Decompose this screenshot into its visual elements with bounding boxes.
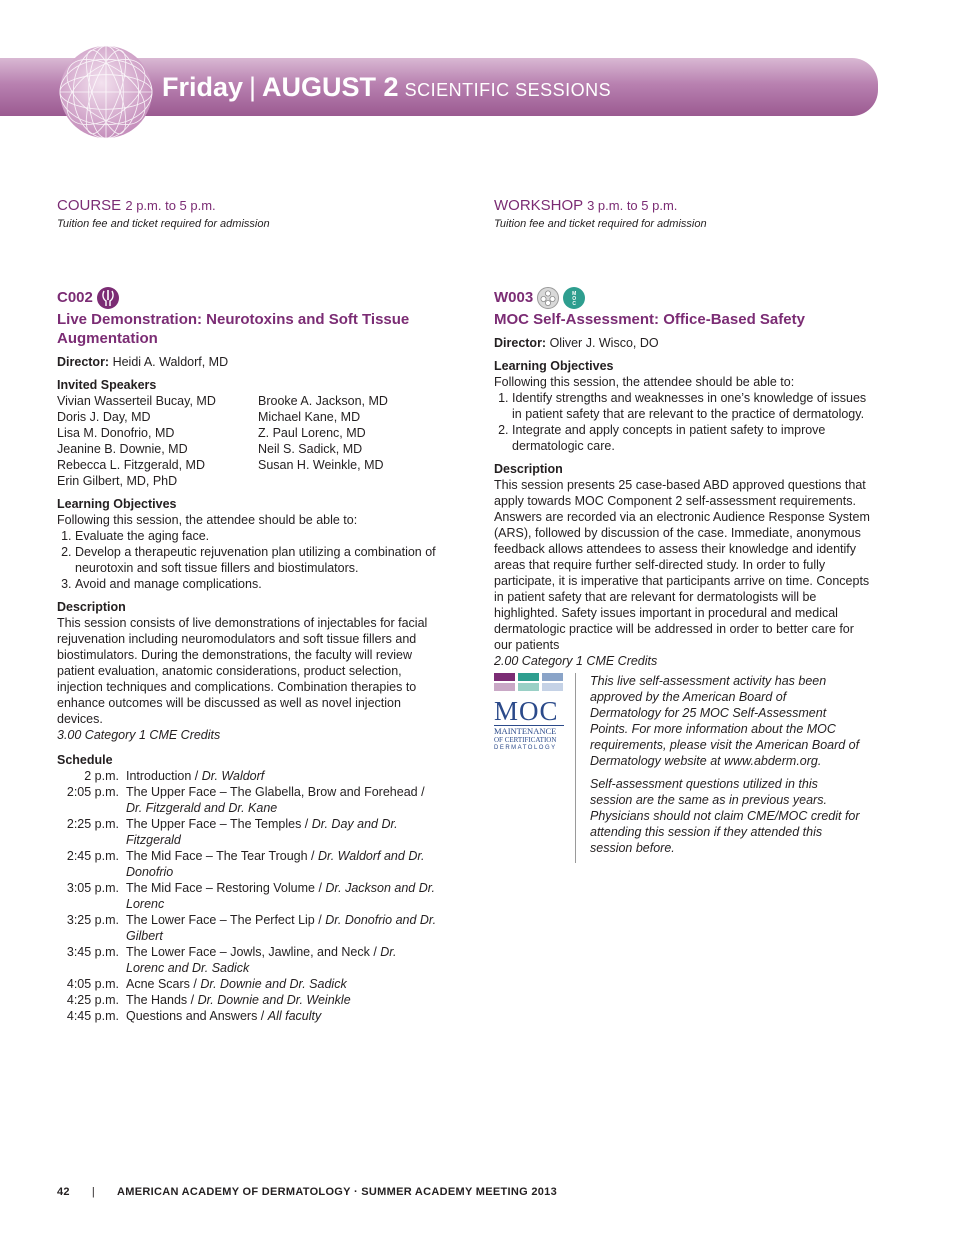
schedule-item [126,880,437,912]
speaker: Michael Kane, MD [258,410,361,424]
moc-divider [575,673,576,863]
schedule-speaker: Dr. Downie and Dr. Sadick [200,977,347,991]
speaker: Rebecca L. Fitzgerald, MD [57,458,205,472]
session-title: MOC Self-Assessment: Office-Based Safety [494,311,805,328]
objectives-intro: Following this session, the attendee should be able to: [57,513,358,527]
description-heading: Description [494,462,563,476]
footer-text: AMERICAN ACADEMY OF DERMATOLOGY · SUMMER ACADEMY MEETING 2013 [117,1186,558,1198]
cme-credits: 3.00 Category 1 CME Credits [57,728,221,742]
objective-item: 2. Integrate and apply concepts in patient safety to improve dermatologic care. [512,422,874,454]
speaker: Erin Gilbert, MD, PhD [57,474,178,488]
schedule-time: 2:45 p.m. [66,849,119,863]
globe-icon [58,44,154,140]
fee-note: Tuition fee and ticket required for admission [494,218,707,230]
schedule-item [126,912,437,944]
schedule-topic: Acne Scars / [126,977,201,991]
moc-logo-line1: MAINTENANCE [494,726,557,736]
moc-logo-line2: OF CERTIFICATION [494,736,557,744]
schedule-topic: The Lower Face – Jowls, Jawline, and Neck / [126,945,381,959]
session-title: Live Demonstration: Neurotoxins and Soft Tissue Augmentation [57,311,410,347]
moc-logo-big: MOC [494,696,559,726]
director-label: Director: [494,336,547,350]
objectives-list [494,390,874,454]
objective-item: 3. Avoid and manage complications. [75,576,437,592]
session-type [57,198,437,214]
session-code: W003 [494,289,534,306]
moc-badge-text: MOC [571,290,578,306]
session-code-row [57,287,437,309]
description-text: This session presents 25 case-based ABD approved questions that apply towards MOC Component 2 self-assessment requirements. Answers are recorded via an electronic Audience Response System (ARS), followed by discussion of the case. Immediate, anonymous feedback allows attendees to assess their knowledge and identify areas that require further self-directed study. In order to fully participate, it is imperative that participants arrive on time. Concepts in patient safety that are relevant for dermatologists will be highlighted. Safety issues important in procedural and medical dermatologic practice will be addressed in order to better care for our patients [494,478,870,652]
session-time: 2 p.m. to 5 p.m. [125,198,216,213]
schedule-speaker: Dr. Day and Dr. Fitzgerald [126,817,398,847]
schedule-speaker: Dr. Downie and Dr. Weinkle [197,993,351,1007]
speaker: Brooke A. Jackson, MD [258,394,388,408]
schedule-topic: The Mid Face – The Tear Trough / [126,849,318,863]
speakers-list [57,393,437,489]
speaker: Z. Paul Lorenc, MD [258,426,366,440]
objective-item: 2. Develop a therapeutic rejuvenation plan utilizing a combination of neurotoxin and soft tissue fillers and biostimulators. [75,544,437,576]
schedule-topic: Introduction / [126,769,202,783]
schedule-time: 3:45 p.m. [66,945,119,959]
cme-credits: 2.00 Category 1 CME Credits [494,654,658,668]
header-day: Friday [162,72,244,102]
schedule-speaker: Dr. Waldorf [201,769,265,783]
session-time: 3 p.m. to 5 p.m. [587,198,678,213]
objective-item: 1. Evaluate the aging face. [75,528,437,544]
director-name: Oliver J. Wisco, DO [549,336,659,350]
schedule-topic: The Upper Face – The Temples / [126,817,312,831]
schedule-list [57,768,437,1024]
header-sessions: SCIENTIFIC SESSIONS [404,80,612,100]
page-number: 42 [57,1186,70,1198]
speaker: Susan H. Weinkle, MD [258,458,384,472]
schedule-topic: Questions and Answers / [126,1009,268,1023]
moc-note-2: Self-assessment questions utilized in this session are the same as in previous years. Physicians should not claim CME/MOC credit for attending this session if they attended this session before. [590,777,860,855]
speaker: Lisa M. Donofrio, MD [57,426,175,440]
objectives-heading: Learning Objectives [494,359,614,373]
director [494,335,874,351]
course-column [57,198,437,1024]
speakers-col-2 [258,393,428,489]
objectives-intro: Following this session, the attendee should be able to: [494,375,795,389]
header-date: AUGUST 2 [262,72,399,102]
session-type [494,198,874,214]
schedule-time: 4:05 p.m. [66,977,119,991]
schedule-time: 2:05 p.m. [66,785,119,799]
speaker: Neil S. Sadick, MD [258,442,363,456]
speakers-col-1 [57,393,258,489]
moc-logo-line3: DERMATOLOGY [494,745,557,751]
session-code-row [494,287,874,309]
schedule-speaker: Dr. Donofrio and Dr. Gilbert [126,913,437,943]
schedule-speaker: Dr. Fitzgerald and Dr. Kane [126,801,278,815]
schedule-heading: Schedule [57,753,113,767]
schedule-item [126,784,437,816]
director-label: Director: [57,355,110,369]
schedule-speaker: Dr. Lorenc and Dr. Sadick [126,945,397,975]
session-type-label: COURSE [57,197,122,214]
objectives-list [57,528,437,592]
schedule-item [126,992,437,1008]
schedule-item [126,816,437,848]
schedule-speaker: Dr. Jackson and Dr. Lorenc [126,881,435,911]
schedule-time: 2:25 p.m. [66,817,119,831]
page-footer [57,1186,557,1198]
schedule-topic: The Upper Face – The Glabella, Brow and Forehead / [126,785,425,799]
schedule-topic: The Mid Face – Restoring Volume / [126,881,326,895]
moc-note-1: This live self-assessment activity has been approved by the American Board of Dermatology for 25 MOC Self-Assessment Points. For more information about the MOC requirements, please visit the American Board of Dermatology website at www.abderm.org. [590,674,860,768]
description-heading: Description [57,600,126,614]
injection-icon [97,287,119,309]
schedule-time: 4:25 p.m. [66,993,119,1007]
footer-separator: | [91,1186,96,1198]
schedule-time: 2 p.m. [84,769,119,783]
schedule-speaker: Dr. Waldorf and Dr. Donofrio [126,849,425,879]
speakers-heading: Invited Speakers [57,378,157,392]
schedule-item [126,848,437,880]
schedule-item [126,1008,437,1024]
speaker: Doris J. Day, MD [57,410,151,424]
schedule-topic: The Hands / [126,993,198,1007]
schedule-time: 3:05 p.m. [66,881,119,895]
moc-logo [494,673,566,863]
safety-icon [537,287,559,309]
workshop-column [494,198,874,863]
session-type-label: WORKSHOP [494,197,583,214]
moc-logo-squares [494,673,564,695]
schedule-topic: The Lower Face – The Perfect Lip / [126,913,326,927]
fee-note: Tuition fee and ticket required for admission [57,218,270,230]
speaker: Vivian Wasserteil Bucay, MD [57,394,216,408]
schedule-item [126,768,437,784]
page-title [162,72,611,103]
schedule-time: 4:45 p.m. [66,1009,119,1023]
objectives-heading: Learning Objectives [57,497,177,511]
header-separator: | [249,72,257,102]
schedule-item [126,944,437,976]
schedule-speaker: All faculty [267,1009,322,1023]
schedule-time: 3:25 p.m. [66,913,119,927]
speaker: Jeanine B. Downie, MD [57,442,188,456]
description-text: This session consists of live demonstrations of injectables for facial rejuvenation including neuromodulators and soft tissue fillers and biostimulators. During the demonstrations, the faculty will review patient evaluation, anatomic considerations, product selection, injection techniques and complications. Combination therapies to enhance outcomes will be discussed as well as novel injection devices. [57,616,428,726]
director [57,354,437,370]
moc-notes [590,673,860,863]
director-name: Heidi A. Waldorf, MD [112,355,229,369]
objective-item: 1. Identify strengths and weaknesses in one’s knowledge of issues in patient safety that are relevant to the practice of dermatology. [512,390,874,422]
moc-info-box [494,673,874,863]
session-code: C002 [57,289,93,306]
schedule-item [126,976,437,992]
moc-badge-icon [563,287,585,309]
